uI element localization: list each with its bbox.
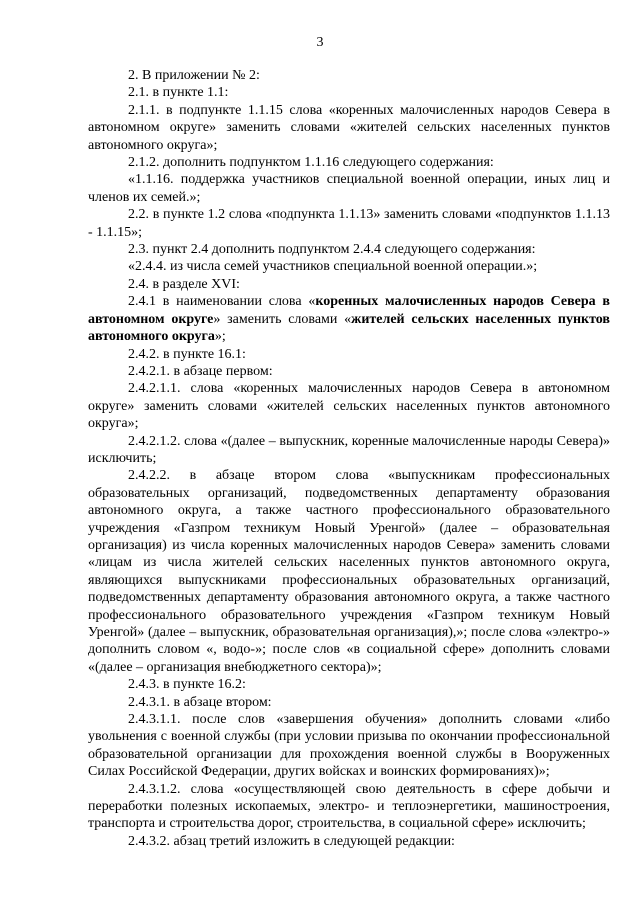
paragraph: «1.1.16. поддержка участников специальной военной операции, иных лиц и членов их семей.»; — [88, 172, 610, 205]
paragraph: 2.3. пункт 2.4 дополнить подпунктом 2.4.4 следующего содержания: — [128, 242, 536, 258]
paragraph: 2.1.2. дополнить подпунктом 1.1.16 следующего содержания: — [128, 155, 494, 171]
paragraph-suffix: »; — [214, 329, 226, 345]
paragraph: 2.4.2. в пункте 16.1: — [128, 346, 246, 362]
paragraph: 2.2. в пункте 1.2 слова «подпункта 1.1.13» заменить словами «подпунктов 1.1.13 - 1.1.15»; — [88, 207, 610, 240]
document-body — [88, 67, 610, 850]
paragraph: 2.4.2.1.1. слова «коренных малочисленных народов Севера в автономном округе» заменить словами «жителей сельских населенных пунктов автономного округа»; — [88, 381, 610, 432]
paragraph-prefix: 2.4.1 в наименовании слова « — [128, 294, 316, 310]
paragraph-middle: » заменить словами « — [213, 311, 352, 327]
paragraph: 2.4.3.1. в абзаце втором: — [128, 694, 272, 710]
paragraph: 2.4.2.1. в абзаце первом: — [128, 363, 273, 379]
page-number: 3 — [316, 35, 324, 50]
paragraph: 2.4.3.1.2. слова «осуществляющей свою деятельность в сфере добычи и переработки полезных ископаемых, электро- и теплоэнергетики, машиностроения, транспорта и строительства дорог, строительства, в социальной сфере» исключить; — [88, 781, 610, 832]
bold-phrase-new: жителей сельских населенных пунктов автономного округа — [88, 311, 610, 345]
paragraph: 2.4.3.2. абзац третий изложить в следующей редакции: — [128, 833, 455, 849]
paragraph: 2.4.2.2. в абзаце втором слова «выпускникам профессиональных образовательных организаций, подведомственных департаменту образования автономного округа, а также частного профессионального образовательного учреждения «Газпром техникум Новый Уренгой» (далее – образовательная организация) из числа коренных малочисленных народов Севера» заменить словами «лицам из числа жителей сельских населенных пунктов автономного округа, являющихся выпускниками профессиональных образовательных организаций, подведомственных департаменту образования автономного округа, а также частного профессионального образовательного учреждения «Газпром техникум Новый Уренгой» (далее – выпускник, образовательная организация),»; после слова «электро-» дополнить словом «, водо-»; после слов «в социальной сфере» дополнить словами «(далее – организация внебюджетного сектора)»; — [88, 468, 610, 675]
paragraph: 2.4. в разделе XVI: — [128, 276, 240, 292]
paragraph: 2. В приложении № 2: — [128, 68, 260, 83]
bold-phrase-old: коренных малочисленных народов Севера в автономном округе — [88, 294, 610, 327]
paragraph: 2.1. в пункте 1.1: — [128, 85, 229, 101]
paragraph-mixed-bold — [88, 293, 610, 345]
paragraph: 2.1.1. в подпункте 1.1.15 слова «коренных малочисленных народов Севера в автономном округе» заменить словами «жителей сельских населенных пунктов автономного округа»; — [88, 102, 610, 153]
paragraph: 2.4.3.1.1. после слов «завершения обучения» дополнить словами «либо увольнения с военной службы (при условии призыва по окончании профессиональной образовательной организации для прохождения военной службы в Вооруженных Силах Российской Федерации, других войсках и воинских формированиях)»; — [88, 712, 610, 780]
paragraph: 2.4.2.1.2. слова «(далее – выпускник, коренные малочисленные народы Севера)» исключить; — [88, 433, 610, 466]
paragraph: «2.4.4. из числа семей участников специальной военной операции.»; — [128, 259, 538, 275]
paragraph: 2.4.3. в пункте 16.2: — [128, 677, 246, 693]
